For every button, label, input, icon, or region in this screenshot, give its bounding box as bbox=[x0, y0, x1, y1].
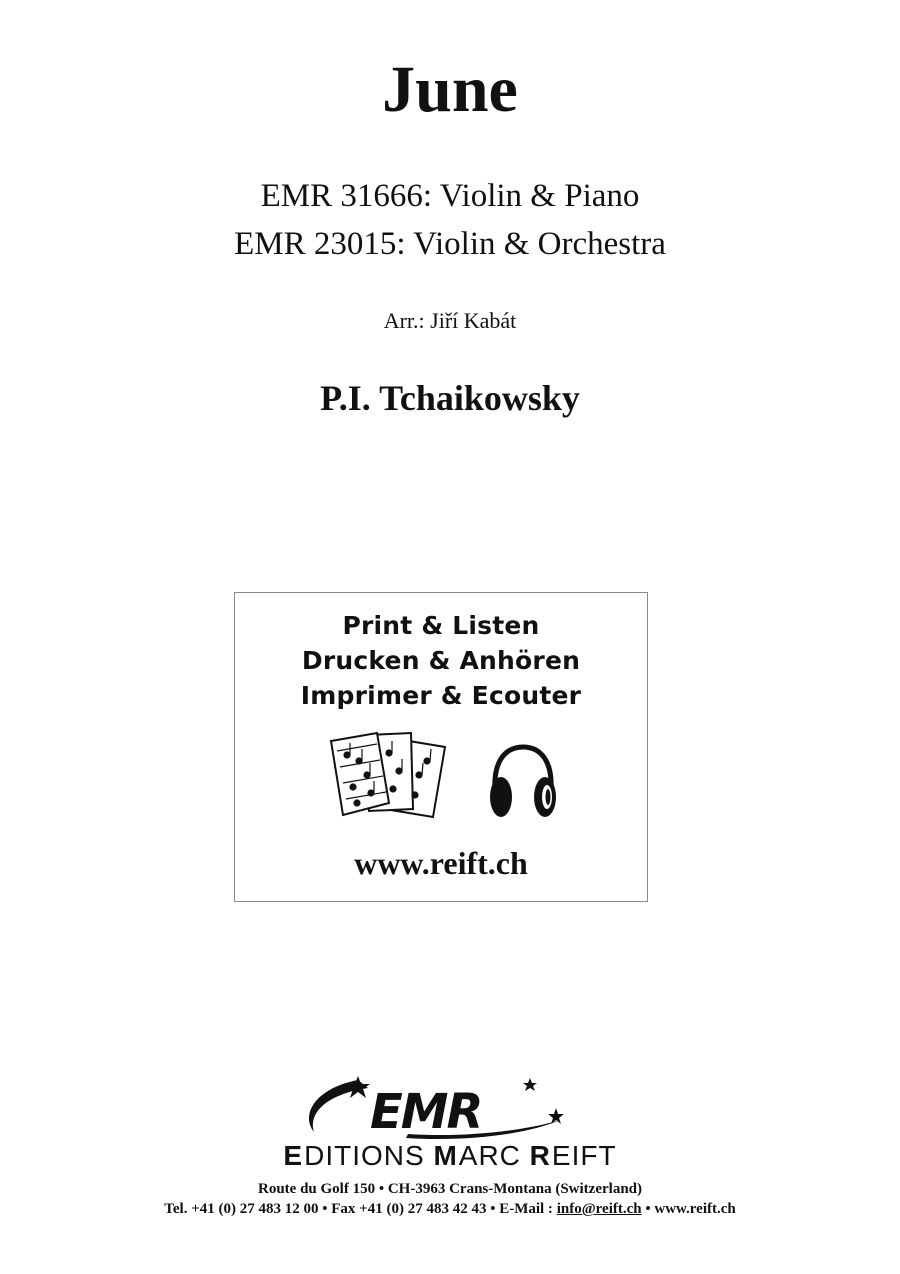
piece-title: June bbox=[382, 53, 518, 126]
contact-phone-fax: Tel. +41 (0) 27 483 12 00 • Fax +41 (0) 27 483 42 43 • E-Mail : bbox=[164, 1201, 557, 1217]
brand-word-ditions: DITIONS bbox=[304, 1140, 434, 1171]
publisher-name bbox=[0, 1140, 900, 1172]
brand-initial-r: R bbox=[529, 1140, 552, 1171]
emr-logo-icon bbox=[298, 1072, 598, 1142]
contact-website: • www.reift.ch bbox=[641, 1201, 736, 1217]
edition-line-violin-orchestra: EMR 23015: Violin & Orchestra bbox=[234, 226, 666, 262]
promo-line-german: Drucken & Anhören bbox=[301, 646, 581, 675]
brand-initial-m: M bbox=[433, 1140, 459, 1171]
brand-word-arc: ARC bbox=[458, 1140, 530, 1171]
publisher-address: Route du Golf 150 • CH-3963 Crans-Montana (Switzerland) bbox=[258, 1181, 642, 1197]
brand-word-eift: EIFT bbox=[551, 1140, 617, 1171]
composer-name: P.I. Tchaikowsky bbox=[320, 378, 580, 418]
logo-text: EMR bbox=[370, 1084, 482, 1140]
headphones-icon bbox=[485, 741, 561, 825]
promo-line-english: Print & Listen bbox=[342, 611, 540, 640]
sheet-music-icon bbox=[327, 731, 455, 821]
brand-initial-e: E bbox=[283, 1140, 305, 1171]
edition-line-violin-piano: EMR 31666: Violin & Piano bbox=[260, 178, 640, 214]
email-link[interactable]: info@reift.ch bbox=[556, 1201, 642, 1217]
promo-url: www.reift.ch bbox=[354, 845, 528, 881]
arranger-credit: Arr.: Jiří Kabát bbox=[383, 308, 517, 333]
print-listen-box bbox=[234, 592, 648, 902]
promo-line-french: Imprimer & Ecouter bbox=[300, 681, 582, 710]
publisher-contact bbox=[0, 1201, 900, 1218]
